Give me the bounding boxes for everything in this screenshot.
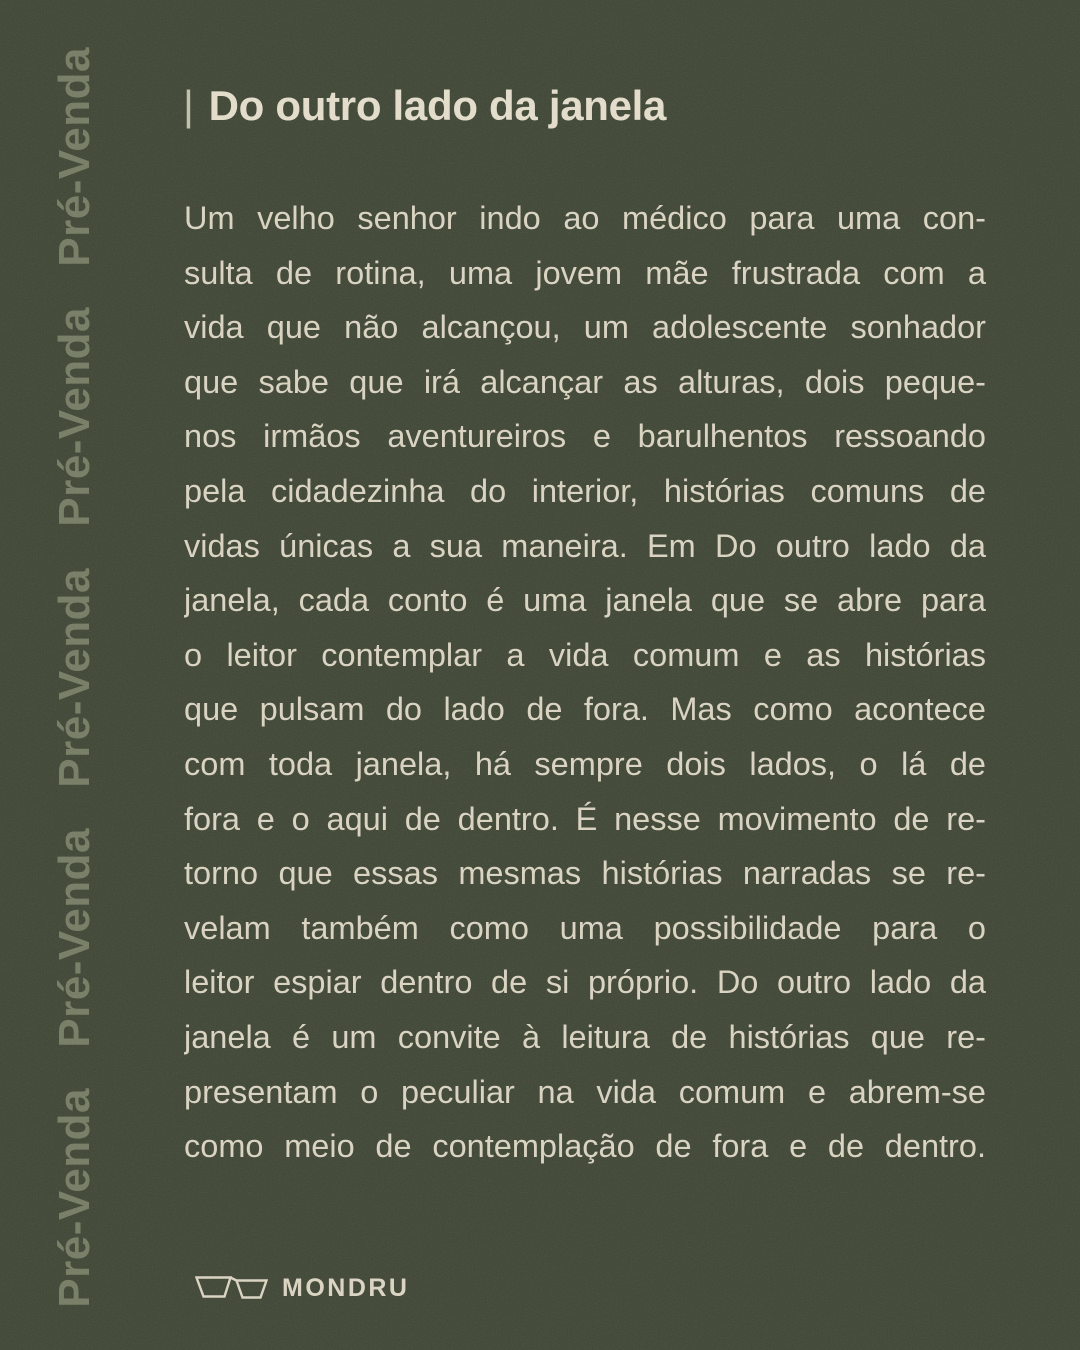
body-line: janela, cada conto é uma janela que se abre para <box>184 582 986 619</box>
title-accent-bar: | <box>183 82 194 129</box>
watermark-text: Pré-Venda <box>50 827 99 1048</box>
watermark-text: Pré-Venda <box>50 47 99 267</box>
body-line: vidas únicas a sua maneira. Em Do outro lado da <box>184 527 986 564</box>
watermark-column <box>47 47 103 1308</box>
body-line: janela é um convite à leitura de histórias que re- <box>184 1018 986 1055</box>
brand-logo <box>195 1274 410 1301</box>
body-line: presentam o peculiar na vida comum e abrem-se <box>184 1073 986 1110</box>
body-line: vida que não alcançou, um adolescente sonhador <box>184 309 986 346</box>
body-line: leitor espiar dentro de si próprio. Do outro lado da <box>184 964 986 1001</box>
body-line: sulta de rotina, uma jovem mãe frustrada com a <box>184 254 986 291</box>
body-line: com toda janela, há sempre dois lados, o lá de <box>184 745 986 782</box>
watermark-text: Pré-Venda <box>50 1088 99 1308</box>
body-line: como meio de contemplação de fora e de dentro. <box>184 1128 986 1165</box>
body-line: nos irmãos aventureiros e barulhentos ressoando <box>184 418 986 455</box>
page-title <box>183 82 666 130</box>
brand-name: MONDRU <box>282 1274 410 1302</box>
body-line: fora e o aqui de dentro. É nesse movimento de re- <box>184 800 986 837</box>
body-line: que pulsam do lado de fora. Mas como acontece <box>184 691 986 728</box>
body-paragraph <box>184 191 986 1174</box>
watermark-text: Pré-Venda <box>50 567 99 788</box>
watermark-text: Pré-Venda <box>50 307 99 528</box>
body-line: torno que essas mesmas histórias narradas se re- <box>184 855 986 892</box>
body-line: que sabe que irá alcançar as alturas, dois peque- <box>184 363 986 400</box>
body-line: pela cidadezinha do interior, histórias comuns de <box>184 472 986 509</box>
glasses-icon <box>195 1276 269 1299</box>
body-line: Um velho senhor indo ao médico para uma con- <box>184 200 986 236</box>
body-line: o leitor contemplar a vida comum e as histórias <box>184 636 986 673</box>
title-text: Do outro lado da janela <box>208 82 667 129</box>
body-line: velam também como uma possibilidade para o <box>184 909 986 946</box>
